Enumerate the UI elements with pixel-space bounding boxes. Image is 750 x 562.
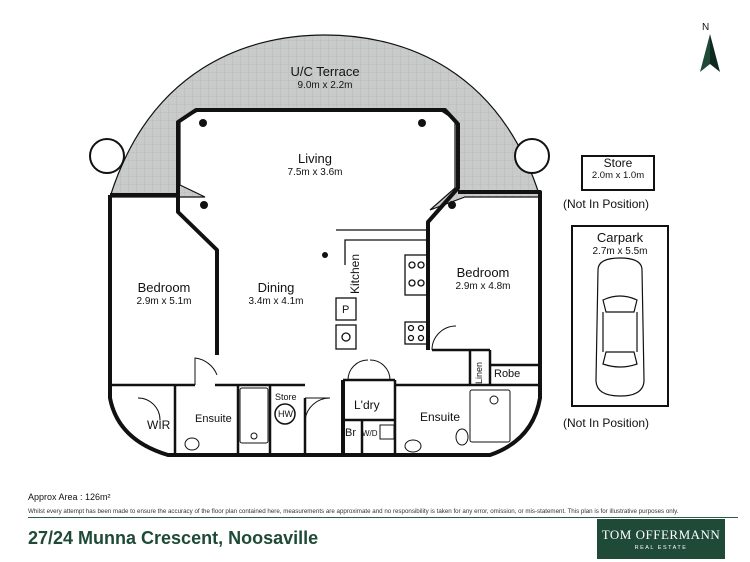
terrace-name: U/C Terrace [290, 64, 360, 79]
store-not-in-position: (Not In Position) [563, 197, 650, 211]
column-left-round [90, 139, 124, 173]
dining-name: Dining [257, 280, 295, 295]
column-right-round [515, 139, 549, 173]
terrace-dims: 9.0m x 2.2m [297, 79, 353, 91]
agency-logo [597, 519, 725, 559]
laundry-label: L'dry [354, 398, 380, 412]
br-label: Br [345, 427, 356, 439]
carpark-not-in-position: (Not In Position) [563, 416, 650, 430]
compass-north-label: N [702, 22, 710, 33]
store-outside-dims: 2.0m x 1.0m [591, 169, 645, 181]
store-outside-name: Store [603, 156, 633, 170]
room-terrace [255, 64, 395, 92]
hw-label: HW [278, 409, 293, 419]
terrace-floor [110, 35, 540, 210]
columns [199, 119, 456, 258]
disclaimer: Whilst every attempt has been made to ensure the accuracy of the floor plan contained here, measurements are approximate and no responsibility is taken for any error, omission, or mis-statement. This plan is for illustrative purposes only. [28, 508, 679, 515]
store-inner-label: Store [275, 392, 297, 402]
dining-dims: 3.4m x 4.1m [248, 295, 304, 307]
living-name: Living [298, 151, 332, 166]
doors [138, 326, 456, 420]
logo-line2: REAL ESTATE [634, 545, 688, 551]
carpark-name: Carpark [596, 230, 644, 245]
bedroom-right-name: Bedroom [456, 265, 510, 280]
wd-label: W/D [362, 429, 378, 438]
carpark-dims: 2.7m x 5.5m [592, 245, 648, 257]
room-bedroom-left [116, 280, 212, 308]
compass [700, 34, 720, 72]
ensuite-right-label: Ensuite [420, 410, 461, 424]
bedroom-left-dims: 2.9m x 5.1m [136, 295, 192, 307]
wir-label: WIR [147, 418, 171, 432]
bedroom-right-dims: 2.9m x 4.8m [455, 280, 511, 292]
room-dining [226, 280, 326, 308]
footer-divider [28, 517, 738, 518]
approx-area: Approx Area : 126m² [28, 492, 111, 502]
property-address: 27/24 Munna Crescent, Noosaville [28, 528, 319, 548]
logo-line1: TOM OFFERMANN [601, 527, 721, 542]
room-living [255, 151, 375, 179]
carpark-label-group [572, 230, 668, 258]
store-outside-box [581, 155, 655, 191]
ensuite-left-label: Ensuite [195, 413, 232, 425]
linen-label: Linen [474, 361, 484, 384]
pantry-label: P [342, 304, 350, 316]
bedroom-left-name: Bedroom [137, 280, 191, 295]
kitchen-label: Kitchen [348, 253, 362, 294]
room-bedroom-right [438, 265, 528, 293]
living-dims: 7.5m x 3.6m [287, 166, 343, 178]
robe-label: Robe [494, 368, 521, 380]
